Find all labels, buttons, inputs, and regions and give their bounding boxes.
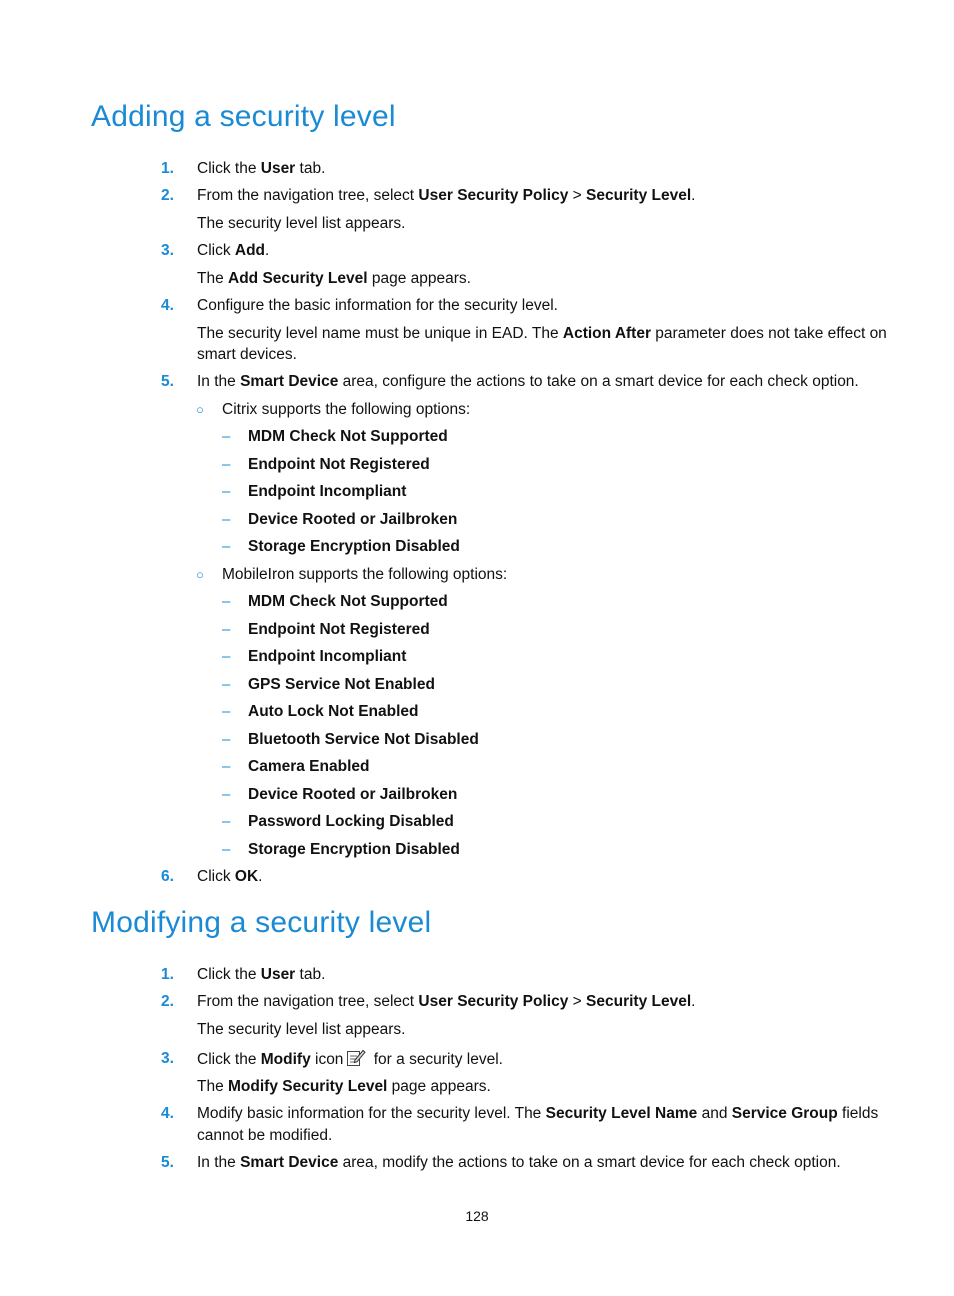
- step-text: From the navigation tree, select User Security Policy > Security Level.: [197, 187, 696, 204]
- option-item: GPS Service Not Enabled: [248, 676, 435, 693]
- step-number: 1.: [161, 966, 174, 983]
- dash-bullet-icon: –: [222, 538, 231, 555]
- dash-bullet-icon: –: [222, 456, 231, 473]
- step-text-cont: cannot be modified.: [197, 1127, 333, 1144]
- dash-bullet-icon: –: [222, 703, 231, 720]
- option-item: Endpoint Not Registered: [248, 456, 430, 473]
- step-number: 2.: [161, 993, 174, 1010]
- dash-bullet-icon: –: [222, 593, 231, 610]
- step-note: The security level name must be unique in EAD. The Action After parameter does not take effect on: [197, 325, 887, 342]
- option-item: Camera Enabled: [248, 758, 370, 775]
- step-number: 1.: [161, 160, 174, 177]
- step-note: The security level list appears.: [197, 215, 406, 232]
- step-text: In the Smart Device area, modify the actions to take on a smart device for each check option.: [197, 1154, 841, 1171]
- sub-item-mobileiron: MobileIron supports the following options:: [222, 566, 508, 583]
- option-item: Storage Encryption Disabled: [248, 841, 460, 858]
- step-text: From the navigation tree, select User Security Policy > Security Level.: [197, 993, 696, 1010]
- option-item: Device Rooted or Jailbroken: [248, 786, 458, 803]
- circle-bullet-icon: ○: [196, 567, 204, 582]
- step-number: 3.: [161, 242, 174, 259]
- step-note: The Add Security Level page appears.: [197, 270, 471, 287]
- step-number: 5.: [161, 373, 174, 390]
- option-item: Auto Lock Not Enabled: [248, 703, 419, 720]
- step-number: 2.: [161, 187, 174, 204]
- option-item: MDM Check Not Supported: [248, 428, 448, 445]
- option-item: Endpoint Incompliant: [248, 483, 407, 500]
- dash-bullet-icon: –: [222, 758, 231, 775]
- step-note-cont: smart devices.: [197, 346, 297, 363]
- option-item: Storage Encryption Disabled: [248, 538, 460, 555]
- dash-bullet-icon: –: [222, 813, 231, 830]
- section-title-modifying: Modifying a security level: [91, 906, 432, 939]
- dash-bullet-icon: –: [222, 841, 231, 858]
- sub-item-citrix: Citrix supports the following options:: [222, 401, 471, 418]
- step-text: Click the Modify icon for a security level.: [197, 1048, 503, 1073]
- step-text: Modify basic information for the security level. The Security Level Name and Service Group fields: [197, 1105, 879, 1122]
- step-number: 4.: [161, 297, 174, 314]
- step-text: Click the User tab.: [197, 160, 326, 177]
- option-item: Bluetooth Service Not Disabled: [248, 731, 479, 748]
- edit-pencil-icon: [346, 1048, 366, 1073]
- dash-bullet-icon: –: [222, 648, 231, 665]
- step-number: 6.: [161, 868, 174, 885]
- option-item: Device Rooted or Jailbroken: [248, 511, 458, 528]
- dash-bullet-icon: –: [222, 511, 231, 528]
- step-number: 4.: [161, 1105, 174, 1122]
- step-text: Click OK.: [197, 868, 263, 885]
- dash-bullet-icon: –: [222, 676, 231, 693]
- step-text: Click Add.: [197, 242, 270, 259]
- step-text: In the Smart Device area, configure the actions to take on a smart device for each check option.: [197, 373, 859, 390]
- dash-bullet-icon: –: [222, 621, 231, 638]
- step-number: 5.: [161, 1154, 174, 1171]
- option-item: MDM Check Not Supported: [248, 593, 448, 610]
- step-number: 3.: [161, 1050, 174, 1067]
- option-item: Endpoint Incompliant: [248, 648, 407, 665]
- step-text: Click the User tab.: [197, 966, 326, 983]
- dash-bullet-icon: –: [222, 786, 231, 803]
- option-item: Password Locking Disabled: [248, 813, 454, 830]
- dash-bullet-icon: –: [222, 483, 231, 500]
- dash-bullet-icon: –: [222, 428, 231, 445]
- step-note: The Modify Security Level page appears.: [197, 1078, 491, 1095]
- step-note: The security level list appears.: [197, 1021, 406, 1038]
- circle-bullet-icon: ○: [196, 402, 204, 417]
- step-text: Configure the basic information for the security level.: [197, 297, 558, 314]
- dash-bullet-icon: –: [222, 731, 231, 748]
- page-number: 128: [465, 1208, 489, 1224]
- option-item: Endpoint Not Registered: [248, 621, 430, 638]
- section-title-adding: Adding a security level: [91, 100, 396, 133]
